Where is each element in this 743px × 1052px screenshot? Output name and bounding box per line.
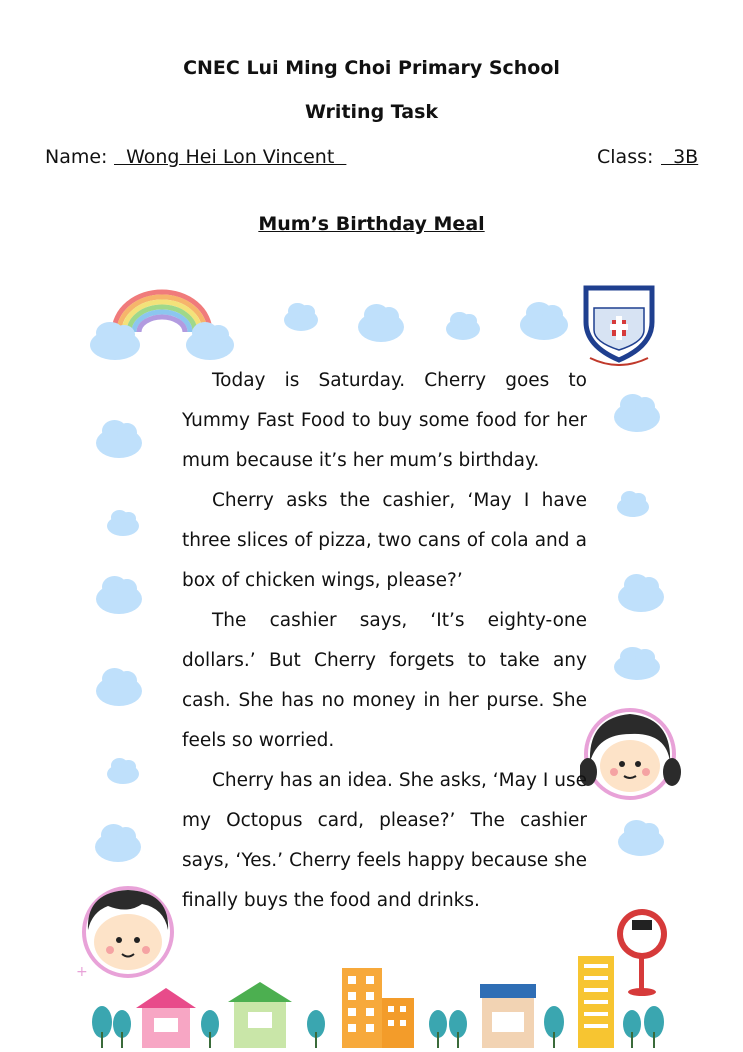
cloud-icon	[186, 330, 234, 360]
school-crest-icon	[578, 280, 660, 366]
name-value: Wong Hei Lon Vincent	[114, 146, 347, 168]
girl-face-icon	[580, 704, 692, 802]
story-paragraph: The cashier says, ‘It’s eighty-one dollars.’ But Cherry forgets to take any cash. She has no money in her purse. She feels so worried.	[182, 610, 587, 751]
story-title: Mum’s Birthday Meal	[258, 213, 485, 235]
story-paragraph: Cherry has an idea. She asks, ‘May I use my Octopus card, please?’ The cashier says, ‘Yes.’ Cherry feels happy because she finally buys the food and drinks.	[182, 770, 587, 911]
cloud-icon	[96, 428, 142, 458]
cloud-icon	[107, 764, 139, 784]
class-label: Class:	[597, 146, 654, 168]
cloud-icon	[358, 312, 404, 342]
cloud-icon	[107, 516, 139, 536]
cloud-icon	[446, 318, 480, 340]
school-name: CNEC Lui Ming Choi Primary School	[183, 57, 560, 79]
cloud-icon	[618, 828, 664, 856]
cloud-icon	[90, 330, 140, 360]
cloud-icon	[614, 654, 660, 680]
cloud-icon	[96, 676, 142, 706]
cloud-icon	[618, 582, 664, 612]
cloud-icon	[520, 310, 568, 340]
story-paragraph: Today is Saturday. Cherry goes to Yummy Fast Food to buy some food for her mum because it’s her mum’s birthday.	[182, 370, 587, 471]
svg-text:+: +	[76, 964, 88, 980]
cloud-icon	[614, 402, 660, 432]
cloud-icon	[284, 309, 318, 331]
cloud-icon	[617, 497, 649, 517]
name-label: Name:	[45, 146, 108, 168]
story-paragraph: Cherry asks the cashier, ‘May I have three slices of pizza, two cans of cola and a box of chicken wings, please?’	[182, 490, 587, 591]
cloud-icon	[96, 584, 142, 614]
story-body	[182, 361, 587, 921]
class-value: 3B	[661, 146, 699, 168]
task-heading: Writing Task	[304, 101, 439, 123]
town-buildings-icon	[84, 952, 674, 1048]
cloud-icon	[95, 832, 141, 862]
